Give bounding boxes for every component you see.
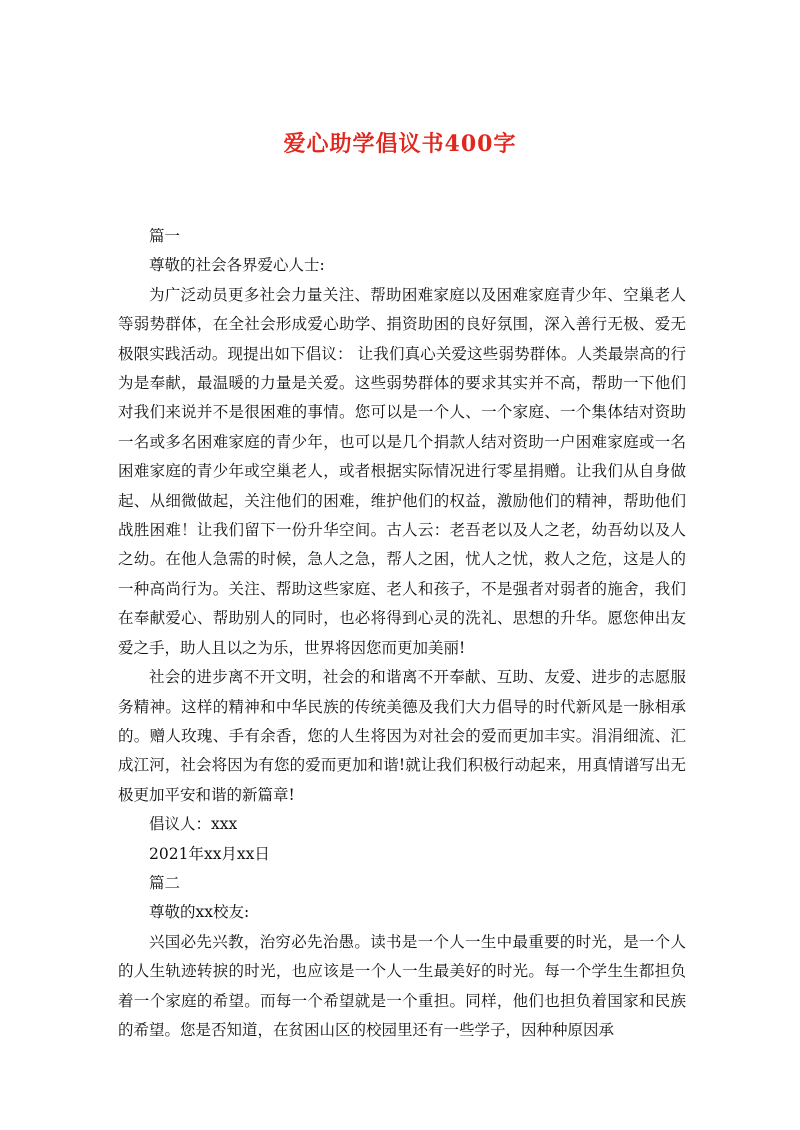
signer-line: 倡议人：xxx <box>149 815 238 834</box>
date-line: 2021年xx月xx日 <box>149 844 270 863</box>
section1-paragraph-1: 为广泛动员更多社会力量关注、帮助困难家庭以及困难家庭青少年、空巢老人等弱势群体，在全社会形成爱心助学、捐资助困的良好氛围，深入善行无极、爱无极限实践活动。现提出如下倡议： 让我们真心关爱这些弱势群体。人类最崇高的行为是奉献，最温暖的力量是关爱。这些弱势群体的要求其实并不高，帮助一下他们对我们来说并不是很困难的事情。您可以是一个人、一个家庭、一个集体结对资助一名或多名困难家庭的青少年，也可以是几个捐款人结对资助一户困难家庭或一名困难家庭的青少年或空巢老人，或者根据实际情况进行零星捐赠。让我们从自身做起、从细微做起，关注他们的困难，维护他们的权益，激励他们的精神，帮助他们战胜困难！让我们留下一份升华空间。古人云：老吾老以及人之老，幼吾幼以及人之幼。在他人急需的时候，急人之急，帮人之困，忧人之忧，救人之危，这是人的一种高尚行为。关注、帮助这些家庭、老人和孩子，不是强者对弱者的施舍，我们在奉献爱心、帮助别人的同时，也必将得到心灵的洗礼、思想的升华。愿您伸出友爱之手，助人且以之为乐，世界将因您而更加美丽! <box>118 285 686 657</box>
document-body <box>118 222 686 1045</box>
section-heading-2: 篇二 <box>149 873 181 892</box>
section-heading-1: 篇一 <box>149 227 181 245</box>
salutation-2: 尊敬的xx校友: <box>149 903 250 922</box>
document-title: 爱心助学倡议书400字 <box>283 131 517 157</box>
section1-paragraph-2: 社会的进步离不开文明，社会的和谐离不开奉献、互助、友爱、进步的志愿服务精神。这样的精神和中华民族的传统美德及我们大力倡导的时代新风是一脉相承的。赠人玫瑰、手有余香，您的人生将因为对社会的爱而更加丰实。涓涓细流、汇成江河，社会将因为有您的爱而更加和谐!就让我们积极行动起来，用真情谱写出无极更加平安和谐的新篇章! <box>118 668 686 804</box>
section2-paragraph-1: 兴国必先兴教，治穷必先治愚。读书是一个人一生中最重要的时光，是一个人的人生轨迹转捩的时光，也应该是一个人一生最美好的时光。每一个学生生都担负着一个家庭的希望。而每一个希望就是一个重担。同样，他们也担负着国家和民族的希望。您是否知道，在贫困山区的校园里还有一些学子，因种种原因承 <box>118 932 686 1039</box>
salutation-1: 尊敬的社会各界爱心人士: <box>149 256 325 275</box>
